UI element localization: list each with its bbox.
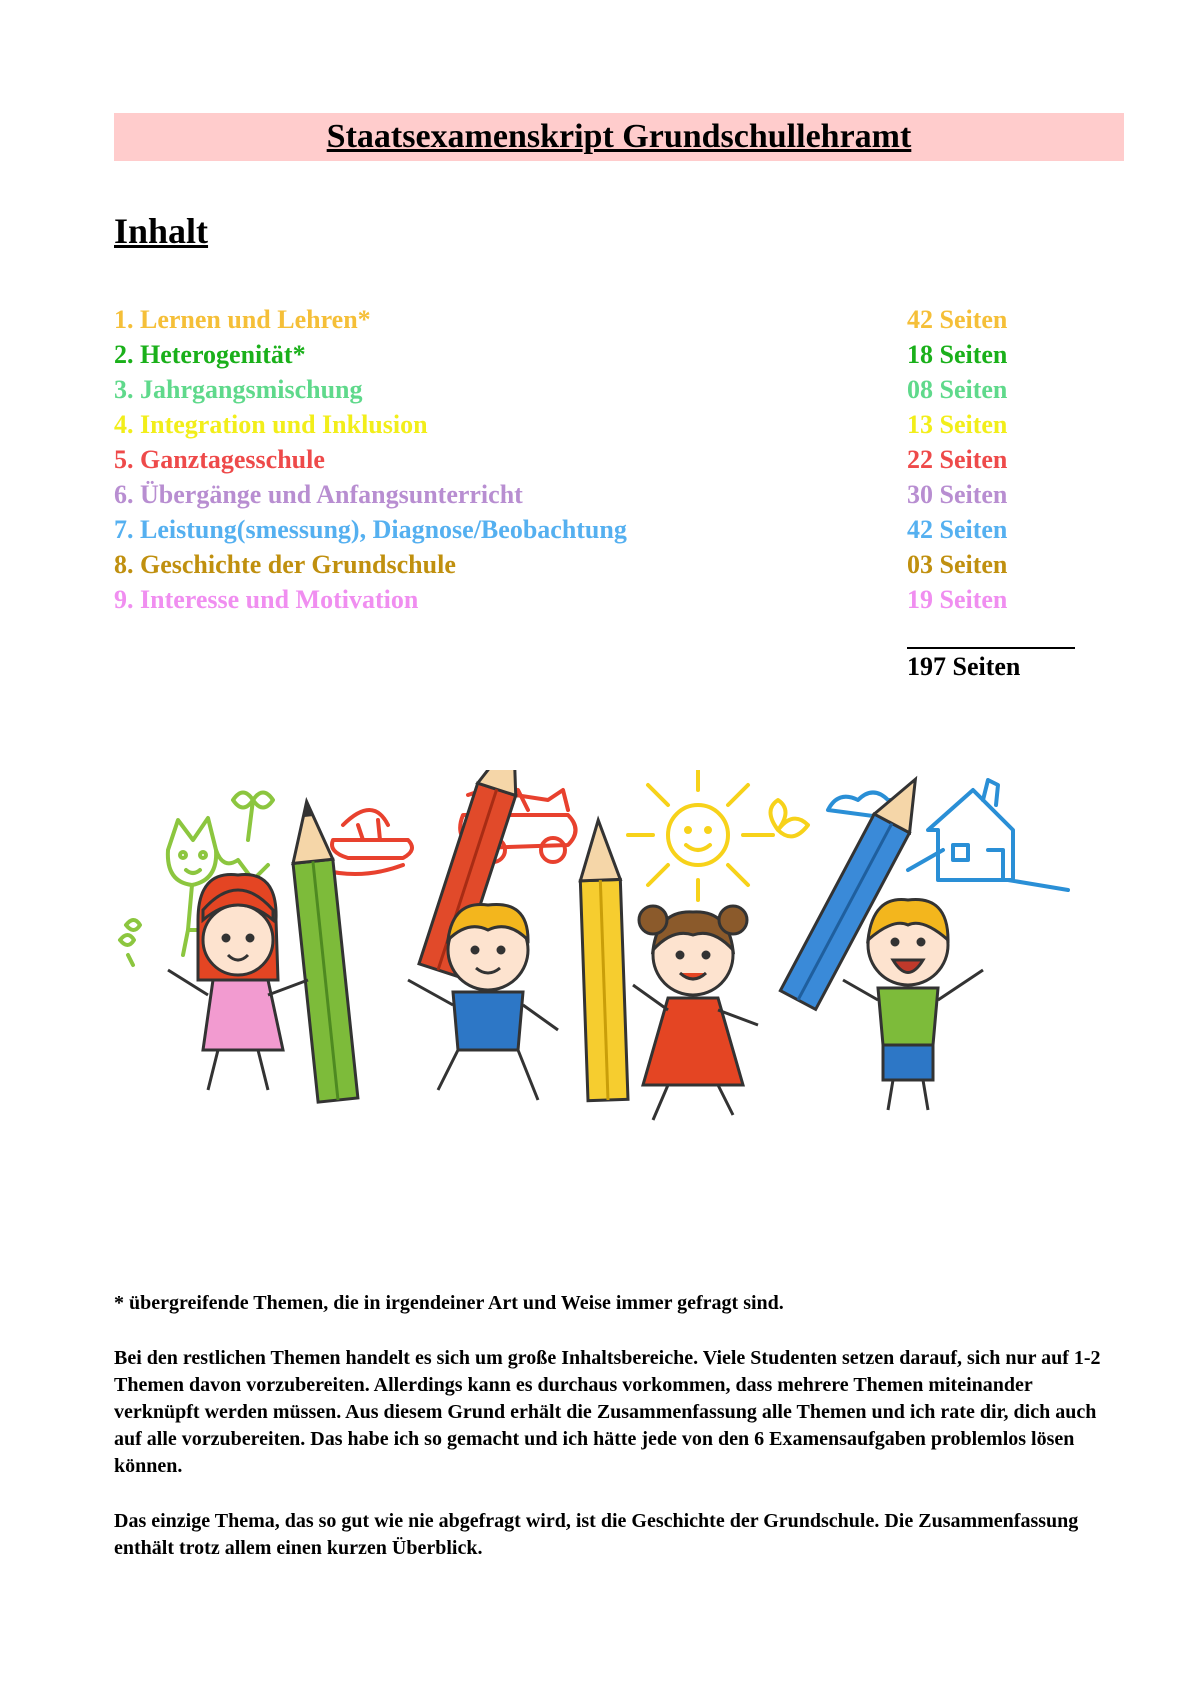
toc-item-pages: 42 Seiten — [907, 305, 1008, 334]
toc-item-pages: 18 Seiten — [907, 340, 1008, 369]
body-paragraph-1: Bei den restlichen Themen handelt es sich um große Inhaltsbereiche. Viele Studenten setzen darauf, sich nur auf 1-2 Themen davon vorzubereiten. Allerdings kann es durchaus vorkommen, dass mehrere Themen miteinander verknüpft werden müssen. Aus diesem Grund erhält die Zusammenfassung alle Themen und ich rate dir, dich auch auf alle vorzubereiten. Das habe ich so gemacht und ich hätte jede von den 6 Examensaufgaben problemlos lösen können. — [114, 1347, 1101, 1477]
contents-heading: Inhalt — [114, 211, 209, 251]
toc-item — [114, 582, 1114, 617]
toc-item-pages: 30 Seiten — [907, 480, 1008, 509]
toc-item — [114, 407, 1114, 442]
toc-item-title: 6. Übergänge und Anfangsunterricht — [114, 480, 523, 509]
green-pencil-icon — [287, 800, 358, 1103]
toc-item-title: 2. Heterogenität* — [114, 340, 306, 369]
toc-item-title: 4. Integration und Inklusion — [114, 410, 428, 439]
yellow-pencil-icon — [578, 819, 628, 1100]
toc-item-title: 3. Jahrgangsmischung — [114, 375, 363, 404]
toc-item-pages: 03 Seiten — [907, 550, 1008, 579]
toc-item-title: 1. Lernen und Lehren* — [114, 305, 371, 334]
toc-item-title: 7. Leistung(smessung), Diagnose/Beobachtung — [114, 515, 627, 544]
airplane-doodle-icon — [323, 790, 576, 874]
toc-item — [114, 442, 1114, 477]
toc-item — [114, 547, 1114, 582]
table-of-contents — [114, 302, 1114, 617]
toc-item-title: 9. Interesse und Motivation — [114, 585, 419, 614]
toc-item-pages: 22 Seiten — [907, 445, 1008, 474]
toc-item — [114, 372, 1114, 407]
body-paragraph-2: Das einzige Thema, das so gut wie nie abgefragt wird, ist die Geschichte der Grundschule. Die Zusammenfassung enthält trotz allem einen kurzen Überblick. — [114, 1510, 1079, 1559]
toc-item — [114, 302, 1114, 337]
footnote: * übergreifende Themen, die in irgendeiner Art und Weise immer gefragt sind. — [114, 1292, 784, 1314]
sum-divider — [907, 647, 1075, 649]
toc-item-pages: 13 Seiten — [907, 410, 1008, 439]
boy-green-vest-icon — [843, 900, 983, 1111]
document-title: Staatsexamenskript Grundschullehramt — [326, 118, 912, 155]
total-pages: 197 Seiten — [907, 652, 1021, 681]
toc-item-title: 5. Ganztagesschule — [114, 445, 325, 474]
toc-item-pages: 08 Seiten — [907, 375, 1008, 404]
girl-red-dress-icon — [633, 906, 758, 1120]
toc-item — [114, 512, 1114, 547]
toc-item-pages: 19 Seiten — [907, 585, 1008, 614]
children-pencils-illustration — [108, 770, 1108, 1190]
toc-item — [114, 337, 1114, 372]
toc-item — [114, 477, 1114, 512]
toc-item-title: 8. Geschichte der Grundschule — [114, 550, 456, 579]
sun-doodle-icon — [628, 770, 808, 900]
toc-item-pages: 42 Seiten — [907, 515, 1008, 544]
title-bar — [114, 113, 1124, 161]
